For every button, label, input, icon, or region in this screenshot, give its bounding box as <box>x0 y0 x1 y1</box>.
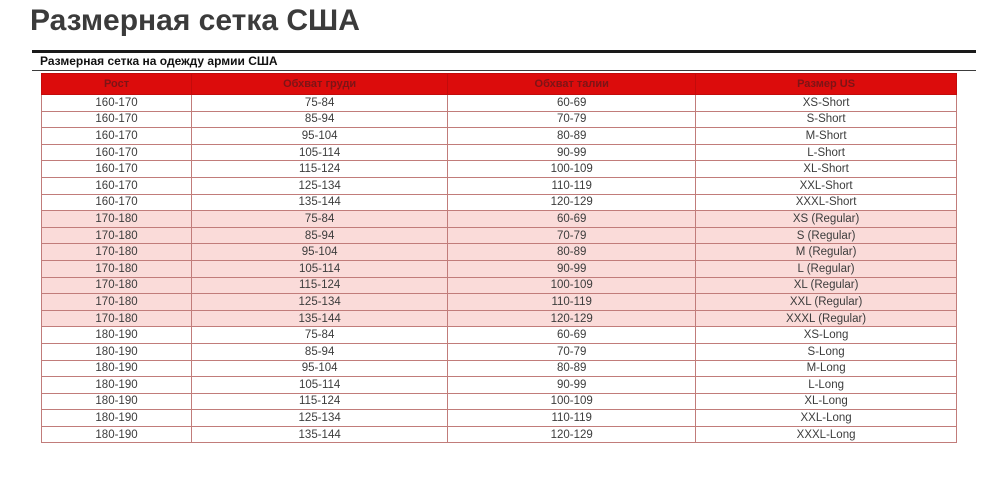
column-header-height: Рост <box>42 74 192 95</box>
table-cell: 160-170 <box>42 144 192 161</box>
table-cell: 170-180 <box>42 244 192 261</box>
table-cell: XS-Long <box>696 327 957 344</box>
table-cell: 85-94 <box>192 227 448 244</box>
table-cell: XL (Regular) <box>696 277 957 294</box>
table-cell: M-Long <box>696 360 957 377</box>
column-header-waist: Обхват талии <box>448 74 696 95</box>
table-cell: 160-170 <box>42 161 192 178</box>
table-cell: 75-84 <box>192 211 448 228</box>
table-cell: 100-109 <box>448 393 696 410</box>
table-row <box>42 294 957 311</box>
table-cell: 60-69 <box>448 211 696 228</box>
size-table <box>41 73 957 443</box>
table-cell: 60-69 <box>448 327 696 344</box>
table-cell: XXXL (Regular) <box>696 310 957 327</box>
table-cell: XXXL-Long <box>696 426 957 443</box>
table-cell: 110-119 <box>448 410 696 427</box>
column-header-size-us: Размер US <box>696 74 957 95</box>
table-row <box>42 393 957 410</box>
table-cell: 180-190 <box>42 377 192 394</box>
table-cell: 90-99 <box>448 144 696 161</box>
table-cell: 95-104 <box>192 244 448 261</box>
table-row <box>42 128 957 145</box>
table-row <box>42 111 957 128</box>
table-cell: 115-124 <box>192 393 448 410</box>
table-cell: S (Regular) <box>696 227 957 244</box>
table-row <box>42 227 957 244</box>
table-cell: 85-94 <box>192 111 448 128</box>
table-cell: 80-89 <box>448 244 696 261</box>
table-cell: 180-190 <box>42 426 192 443</box>
table-cell: L-Long <box>696 377 957 394</box>
table-cell: M (Regular) <box>696 244 957 261</box>
table-cell: 80-89 <box>448 360 696 377</box>
table-cell: 110-119 <box>448 177 696 194</box>
table-cell: XS-Short <box>696 95 957 112</box>
table-cell: 70-79 <box>448 111 696 128</box>
table-cell: 180-190 <box>42 410 192 427</box>
table-header-row <box>42 74 957 95</box>
table-cell: 160-170 <box>42 95 192 112</box>
table-row <box>42 211 957 228</box>
table-row <box>42 95 957 112</box>
table-row <box>42 144 957 161</box>
table-cell: S-Short <box>696 111 957 128</box>
table-cell: 75-84 <box>192 95 448 112</box>
table-cell: 120-129 <box>448 426 696 443</box>
table-cell: 100-109 <box>448 161 696 178</box>
table-cell: 170-180 <box>42 294 192 311</box>
table-row <box>42 327 957 344</box>
table-cell: XS (Regular) <box>696 211 957 228</box>
table-cell: 95-104 <box>192 360 448 377</box>
table-cell: 125-134 <box>192 410 448 427</box>
table-cell: 180-190 <box>42 360 192 377</box>
table-cell: 135-144 <box>192 426 448 443</box>
table-row <box>42 310 957 327</box>
table-row <box>42 377 957 394</box>
column-header-chest: Обхват груди <box>192 74 448 95</box>
table-cell: 170-180 <box>42 227 192 244</box>
table-row <box>42 277 957 294</box>
table-cell: 70-79 <box>448 227 696 244</box>
table-cell: 170-180 <box>42 310 192 327</box>
table-cell: 160-170 <box>42 194 192 211</box>
table-cell: 180-190 <box>42 393 192 410</box>
table-row <box>42 194 957 211</box>
table-cell: 100-109 <box>448 277 696 294</box>
table-cell: 115-124 <box>192 161 448 178</box>
table-cell: 160-170 <box>42 111 192 128</box>
table-cell: 120-129 <box>448 194 696 211</box>
table-body <box>42 95 957 443</box>
table-cell: L-Short <box>696 144 957 161</box>
table-cell: 170-180 <box>42 260 192 277</box>
table-cell: 170-180 <box>42 211 192 228</box>
table-cell: 115-124 <box>192 277 448 294</box>
table-cell: XXXL-Short <box>696 194 957 211</box>
table-cell: 110-119 <box>448 294 696 311</box>
table-row <box>42 426 957 443</box>
table-row <box>42 260 957 277</box>
table-cell: S-Long <box>696 343 957 360</box>
table-row <box>42 161 957 178</box>
table-row <box>42 244 957 261</box>
table-cell: 180-190 <box>42 327 192 344</box>
table-cell: 90-99 <box>448 377 696 394</box>
table-cell: 80-89 <box>448 128 696 145</box>
table-cell: XL-Long <box>696 393 957 410</box>
size-table-section <box>32 50 976 443</box>
table-cell: 135-144 <box>192 194 448 211</box>
table-cell: 160-170 <box>42 128 192 145</box>
table-row <box>42 360 957 377</box>
table-cell: 125-134 <box>192 177 448 194</box>
table-header <box>42 74 957 95</box>
table-cell: 75-84 <box>192 327 448 344</box>
table-row <box>42 410 957 427</box>
table-cell: XXL-Short <box>696 177 957 194</box>
table-cell: 160-170 <box>42 177 192 194</box>
table-cell: 60-69 <box>448 95 696 112</box>
table-row <box>42 177 957 194</box>
table-cell: 70-79 <box>448 343 696 360</box>
table-row <box>42 343 957 360</box>
table-cell: 125-134 <box>192 294 448 311</box>
table-cell: 120-129 <box>448 310 696 327</box>
table-cell: 135-144 <box>192 310 448 327</box>
table-cell: 85-94 <box>192 343 448 360</box>
table-cell: 95-104 <box>192 128 448 145</box>
table-cell: XXL (Regular) <box>696 294 957 311</box>
table-cell: 105-114 <box>192 377 448 394</box>
table-cell: 180-190 <box>42 343 192 360</box>
table-cell: 105-114 <box>192 260 448 277</box>
table-cell: 105-114 <box>192 144 448 161</box>
table-cell: XL-Short <box>696 161 957 178</box>
table-cell: 90-99 <box>448 260 696 277</box>
page-title: Размерная сетка США <box>30 4 360 37</box>
table-caption: Размерная сетка на одежду армии США <box>32 53 976 71</box>
table-cell: M-Short <box>696 128 957 145</box>
table-cell: 170-180 <box>42 277 192 294</box>
table-cell: L (Regular) <box>696 260 957 277</box>
table-cell: XXL-Long <box>696 410 957 427</box>
